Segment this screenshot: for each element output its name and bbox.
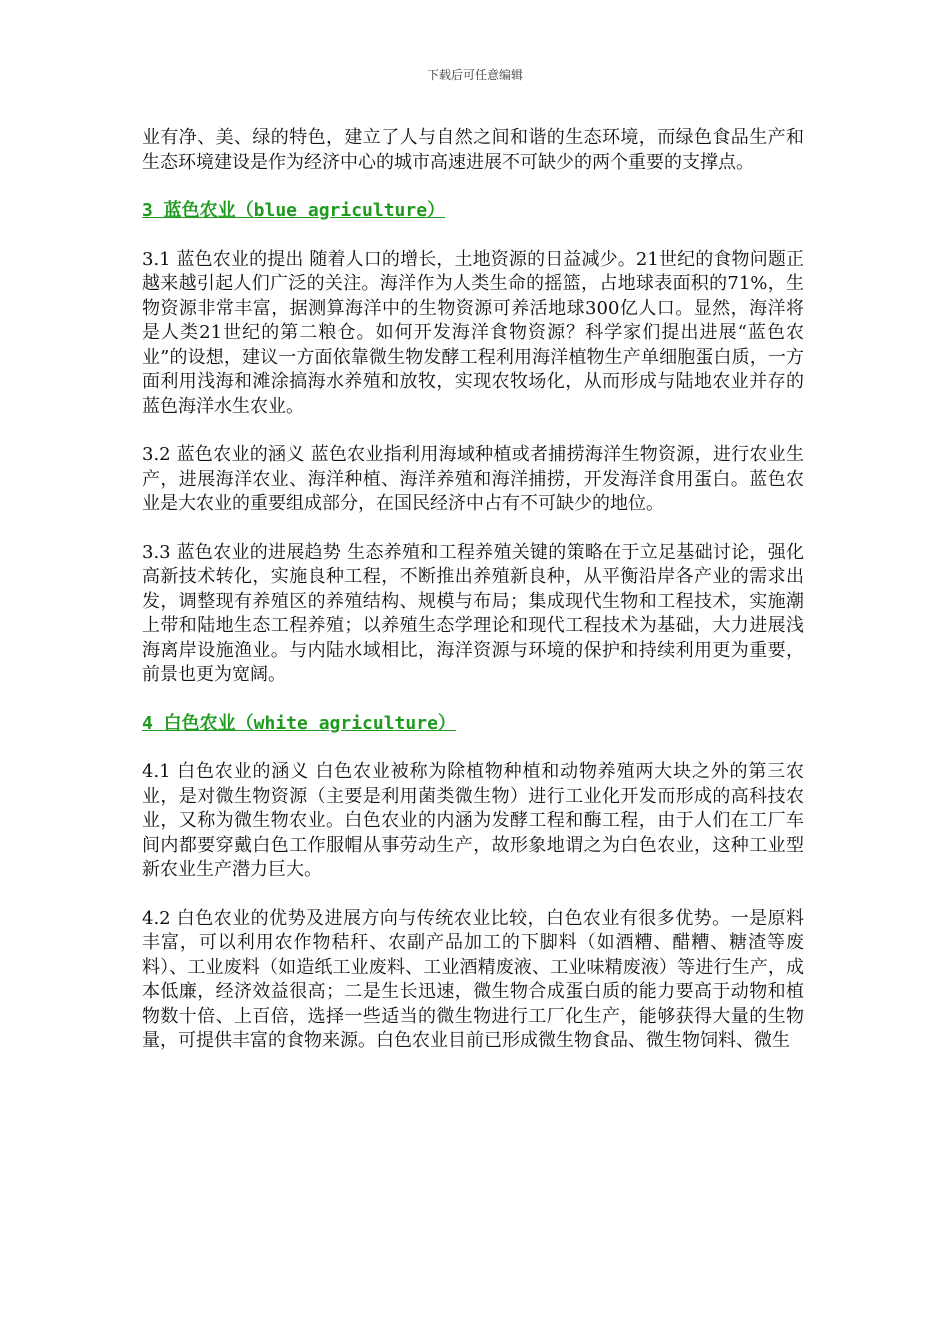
paragraph-3-3: 3.3 蓝色农业的进展趋势 生态养殖和工程养殖关键的策略在于立足基础讨论，强化高新技术转化，实施良种工程，不断推出养殖新良种，从平衡沿岸各产业的需求出发，调整现有养殖区的养殖结构、规模与布局；集成现代生物和工程技术，实施潮上带和陆地生态工程养殖；以养殖生态学理论和现代工程技术为基础，大力进展浅海离岸设施渔业。与内陆水域相比，海洋资源与环境的保护和持续利用更为重要，前景也更为宽阔。 xyxy=(142,541,804,685)
section-heading-white-agriculture[interactable]: 4 白色农业（white agriculture） xyxy=(142,712,456,734)
section-heading-blue-agriculture[interactable]: 3 蓝色农业（blue agriculture） xyxy=(142,200,446,221)
paragraph-3-2: 3.2 蓝色农业的涵义 蓝色农业指利用海域种植或者捕捞海洋生物资源，进行农业生产，进展海洋农业、海洋种植、海洋养殖和海洋捕捞，开发海洋食用蛋白。蓝色农业是大农业的重要组成部分，在国民经济中占有不可缺少的地位。 xyxy=(142,444,804,514)
paragraph-4-1: 4.1 白色农业的涵义 白色农业被称为除植物种植和动物养殖两大块之外的第三农业，是对微生物资源（主要是利用菌类微生物）进行工业化开发而形成的高科技农业，又称为微生物农业。白色农业的内涵为发酵工程和酶工程，由于人们在工厂车间内都要穿戴白色工作服帽从事劳动生产，故形象地谓之为白色农业，这种工业型新农业生产潜力巨大。 xyxy=(142,761,804,880)
paragraph-4-2: 4.2 白色农业的优势及进展方向与传统农业比较，白色农业有很多优势。一是原料丰富，可以利用农作物秸秆、农副产品加工的下脚料（如酒糟、醋糟、糖渣等废料）、工业废料（如造纸工业废料、工业酒精废液、工业味精废液）等进行生产，成本低廉，经济效益很高；二是生长迅速，微生物合成蛋白质的能力要高于动物和植物数十倍、上百倍，选择一些适当的微生物进行工厂化生产，能够获得大量的生物量，可提供丰富的食物来源。白色农业目前已形成微生物食品、微生物饲料、微生 xyxy=(142,907,804,1051)
document-body xyxy=(142,126,804,1078)
page-header: 下载后可任意编辑 xyxy=(426,68,523,82)
paragraph-intro: 业有净、美、绿的特色，建立了人与自然之间和谐的生态环境，而绿色食品生产和生态环境建设是作为经济中心的城市高速进展不可缺少的两个重要的支撑点。 xyxy=(142,127,804,173)
paragraph-3-1: 3.1 蓝色农业的提出 随着人口的增长，土地资源的日益减少。21世纪的食物问题正越来越引起人们广泛的关注。海洋作为人类生命的摇篮，占地球表面积的71%，生物资源非常丰富，据测算海洋中的生物资源可养活地球300亿人口。显然，海洋将是人类21世纪的第二粮仓。如何开发海洋食物资源？科学家们提出进展“蓝色农业”的设想，建议一方面依靠微生物发酵工程利用海洋植物生产单细胞蛋白质，一方面利用浅海和滩涂搞海水养殖和放牧，实现农牧场化，从而形成与陆地农业并存的蓝色海洋水生农业。 xyxy=(142,248,804,417)
